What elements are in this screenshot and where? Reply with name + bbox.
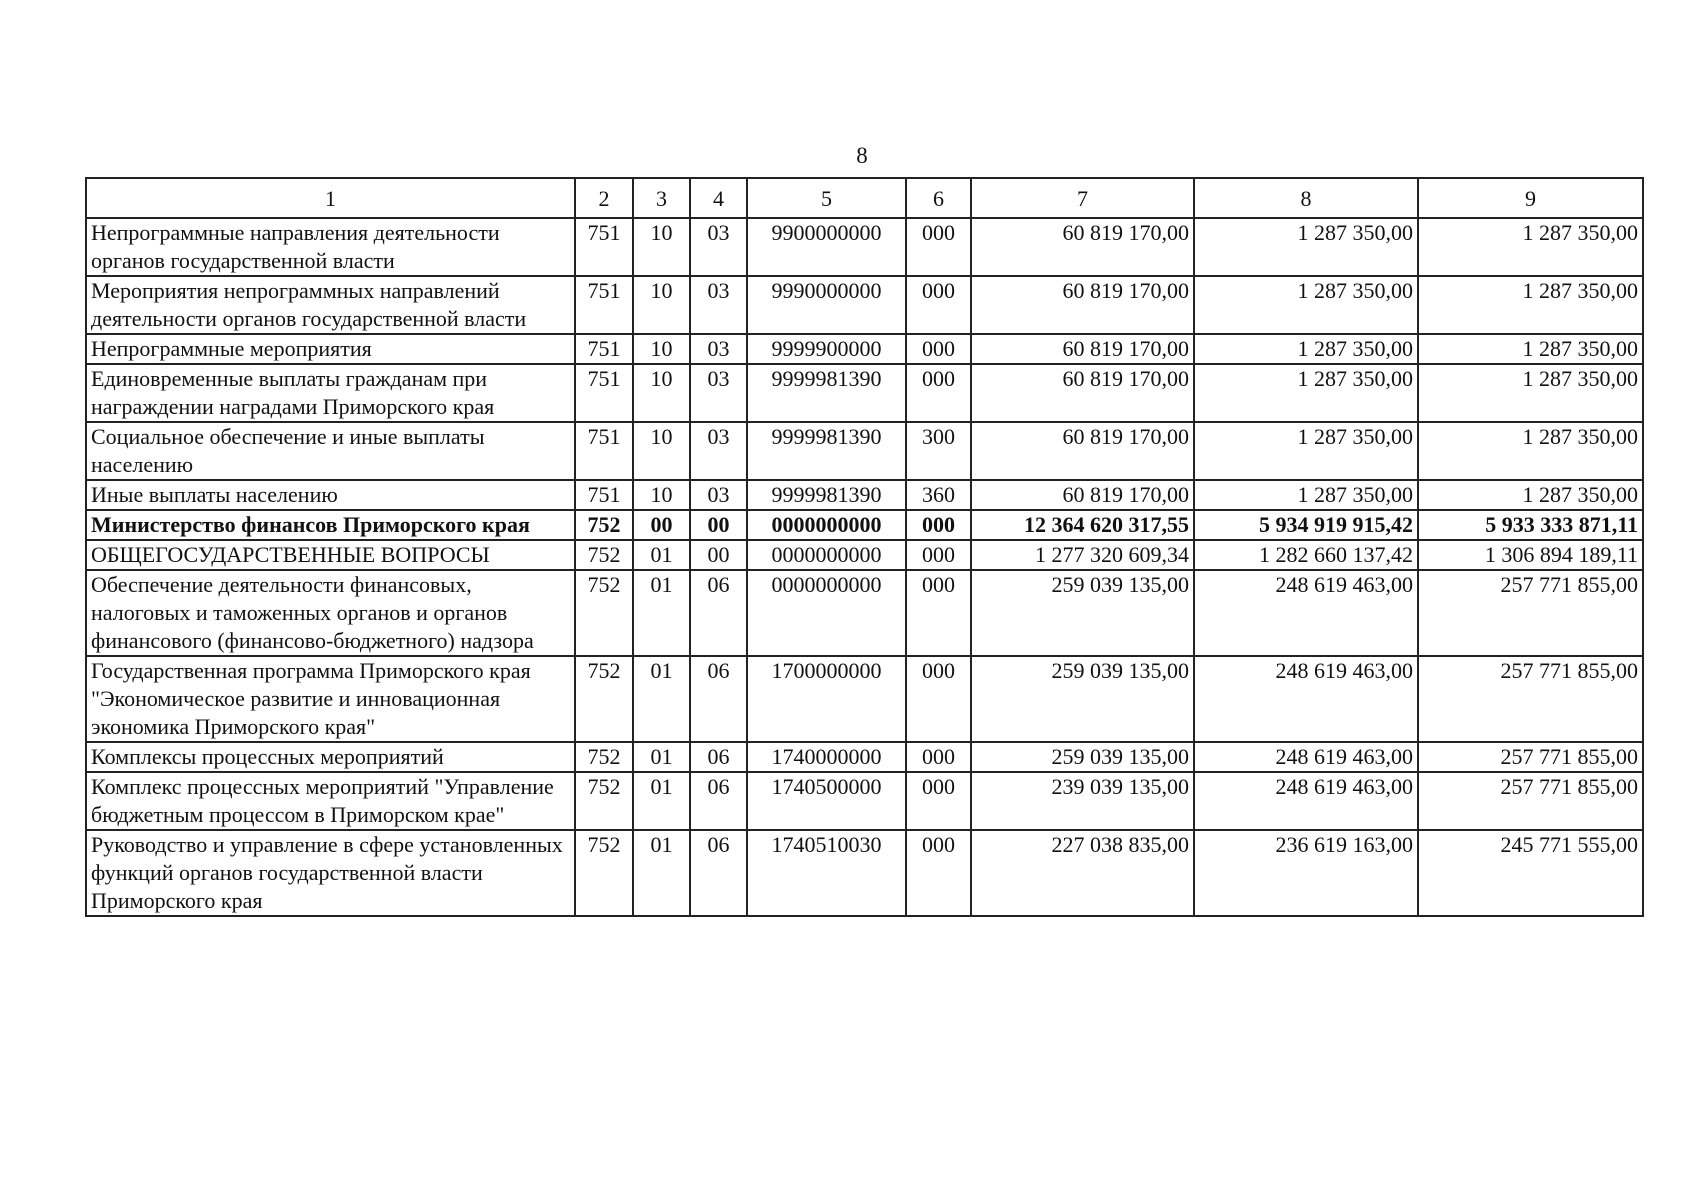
item-name-cell: Министерство финансов Приморского края — [86, 510, 575, 540]
amount-col8-cell: 1 282 660 137,42 — [1194, 540, 1418, 570]
amount-col8-cell: 248 619 463,00 — [1194, 742, 1418, 772]
amount-col9-cell: 1 306 894 189,11 — [1418, 540, 1643, 570]
amount-col9-cell: 1 287 350,00 — [1418, 334, 1643, 364]
item-name-cell: Государственная программа Приморского края "Экономическое развитие и инновационная экономика Приморского края" — [86, 656, 575, 742]
subsection-code-cell: 03 — [690, 334, 747, 364]
table-row — [86, 364, 1643, 422]
table-row — [86, 510, 1643, 540]
amount-col9-cell: 1 287 350,00 — [1418, 364, 1643, 422]
ministry-code-cell: 751 — [575, 422, 633, 480]
amount-col7-cell: 259 039 135,00 — [971, 656, 1194, 742]
amount-col9-cell: 257 771 855,00 — [1418, 570, 1643, 656]
section-code-cell: 01 — [633, 570, 690, 656]
amount-col7-cell: 259 039 135,00 — [971, 570, 1194, 656]
section-code-cell: 00 — [633, 510, 690, 540]
column-header-8: 8 — [1194, 178, 1418, 218]
table-row — [86, 480, 1643, 510]
section-code-cell: 10 — [633, 364, 690, 422]
table-row — [86, 334, 1643, 364]
ministry-code-cell: 752 — [575, 742, 633, 772]
item-name-cell: Мероприятия непрограммных направлений деятельности органов государственной власти — [86, 276, 575, 334]
amount-col8-cell: 248 619 463,00 — [1194, 570, 1418, 656]
expense-type-cell: 360 — [906, 480, 971, 510]
section-code-cell: 01 — [633, 830, 690, 916]
expense-type-cell: 000 — [906, 510, 971, 540]
expense-type-cell: 000 — [906, 772, 971, 830]
amount-col7-cell: 239 039 135,00 — [971, 772, 1194, 830]
amount-col8-cell: 1 287 350,00 — [1194, 422, 1418, 480]
amount-col7-cell: 12 364 620 317,55 — [971, 510, 1194, 540]
subsection-code-cell: 06 — [690, 742, 747, 772]
section-code-cell: 10 — [633, 480, 690, 510]
table-row — [86, 422, 1643, 480]
amount-col9-cell: 5 933 333 871,11 — [1418, 510, 1643, 540]
ministry-code-cell: 752 — [575, 570, 633, 656]
target-article-cell: 1740500000 — [747, 772, 906, 830]
amount-col7-cell: 60 819 170,00 — [971, 422, 1194, 480]
section-code-cell: 10 — [633, 218, 690, 276]
amount-col9-cell: 245 771 555,00 — [1418, 830, 1643, 916]
expense-type-cell: 000 — [906, 276, 971, 334]
amount-col7-cell: 60 819 170,00 — [971, 364, 1194, 422]
expense-type-cell: 000 — [906, 334, 971, 364]
amount-col7-cell: 60 819 170,00 — [971, 276, 1194, 334]
subsection-code-cell: 06 — [690, 570, 747, 656]
target-article-cell: 1740000000 — [747, 742, 906, 772]
ministry-code-cell: 751 — [575, 334, 633, 364]
column-header-6: 6 — [906, 178, 971, 218]
section-code-cell: 01 — [633, 656, 690, 742]
amount-col7-cell: 1 277 320 609,34 — [971, 540, 1194, 570]
subsection-code-cell: 06 — [690, 830, 747, 916]
table-row — [86, 218, 1643, 276]
subsection-code-cell: 06 — [690, 656, 747, 742]
amount-col7-cell: 60 819 170,00 — [971, 218, 1194, 276]
expense-type-cell: 000 — [906, 540, 971, 570]
amount-col9-cell: 1 287 350,00 — [1418, 480, 1643, 510]
subsection-code-cell: 03 — [690, 218, 747, 276]
column-header-9: 9 — [1418, 178, 1643, 218]
amount-col9-cell: 1 287 350,00 — [1418, 276, 1643, 334]
ministry-code-cell: 751 — [575, 218, 633, 276]
amount-col9-cell: 257 771 855,00 — [1418, 656, 1643, 742]
amount-col8-cell: 1 287 350,00 — [1194, 480, 1418, 510]
item-name-cell: Руководство и управление в сфере установленных функций органов государственной власти Приморского края — [86, 830, 575, 916]
section-code-cell: 10 — [633, 422, 690, 480]
ministry-code-cell: 752 — [575, 830, 633, 916]
expense-type-cell: 000 — [906, 742, 971, 772]
section-code-cell: 10 — [633, 276, 690, 334]
amount-col8-cell: 248 619 463,00 — [1194, 772, 1418, 830]
item-name-cell: Обеспечение деятельности финансовых, налоговых и таможенных органов и органов финансового (финансово-бюджетного) надзора — [86, 570, 575, 656]
table-row — [86, 540, 1643, 570]
amount-col8-cell: 1 287 350,00 — [1194, 276, 1418, 334]
column-header-3: 3 — [633, 178, 690, 218]
column-header-4: 4 — [690, 178, 747, 218]
ministry-code-cell: 751 — [575, 480, 633, 510]
target-article-cell: 9990000000 — [747, 276, 906, 334]
target-article-cell: 0000000000 — [747, 510, 906, 540]
amount-col8-cell: 1 287 350,00 — [1194, 364, 1418, 422]
target-article-cell: 1700000000 — [747, 656, 906, 742]
amount-col8-cell: 236 619 163,00 — [1194, 830, 1418, 916]
amount-col7-cell: 60 819 170,00 — [971, 334, 1194, 364]
item-name-cell: Иные выплаты населению — [86, 480, 575, 510]
expense-type-cell: 000 — [906, 364, 971, 422]
page-number: 8 — [856, 143, 868, 168]
subsection-code-cell: 00 — [690, 540, 747, 570]
table-row — [86, 742, 1643, 772]
budget-table — [85, 177, 1644, 917]
subsection-code-cell: 06 — [690, 772, 747, 830]
item-name-cell: Социальное обеспечение и иные выплаты населению — [86, 422, 575, 480]
table-row — [86, 276, 1643, 334]
ministry-code-cell: 752 — [575, 656, 633, 742]
amount-col7-cell: 227 038 835,00 — [971, 830, 1194, 916]
amount-col9-cell: 257 771 855,00 — [1418, 742, 1643, 772]
item-name-cell: Непрограммные мероприятия — [86, 334, 575, 364]
target-article-cell: 9900000000 — [747, 218, 906, 276]
amount-col9-cell: 1 287 350,00 — [1418, 218, 1643, 276]
subsection-code-cell: 03 — [690, 422, 747, 480]
expense-type-cell: 000 — [906, 830, 971, 916]
subsection-code-cell: 03 — [690, 480, 747, 510]
ministry-code-cell: 751 — [575, 276, 633, 334]
expense-type-cell: 000 — [906, 656, 971, 742]
table-header-row — [86, 178, 1643, 218]
subsection-code-cell: 03 — [690, 364, 747, 422]
item-name-cell: ОБЩЕГОСУДАРСТВЕННЫЕ ВОПРОСЫ — [86, 540, 575, 570]
expense-type-cell: 000 — [906, 570, 971, 656]
amount-col8-cell: 5 934 919 915,42 — [1194, 510, 1418, 540]
ministry-code-cell: 751 — [575, 364, 633, 422]
target-article-cell: 0000000000 — [747, 540, 906, 570]
amount-col9-cell: 1 287 350,00 — [1418, 422, 1643, 480]
column-header-1: 1 — [86, 178, 575, 218]
target-article-cell: 0000000000 — [747, 570, 906, 656]
target-article-cell: 1740510030 — [747, 830, 906, 916]
section-code-cell: 01 — [633, 772, 690, 830]
table-row — [86, 656, 1643, 742]
amount-col9-cell: 257 771 855,00 — [1418, 772, 1643, 830]
subsection-code-cell: 00 — [690, 510, 747, 540]
amount-col8-cell: 248 619 463,00 — [1194, 656, 1418, 742]
amount-col8-cell: 1 287 350,00 — [1194, 218, 1418, 276]
table-body — [86, 218, 1643, 916]
target-article-cell: 9999981390 — [747, 480, 906, 510]
section-code-cell: 10 — [633, 334, 690, 364]
subsection-code-cell: 03 — [690, 276, 747, 334]
item-name-cell: Непрограммные направления деятельности органов государственной власти — [86, 218, 575, 276]
item-name-cell: Комплекс процессных мероприятий "Управление бюджетным процессом в Приморском крае" — [86, 772, 575, 830]
section-code-cell: 01 — [633, 540, 690, 570]
ministry-code-cell: 752 — [575, 772, 633, 830]
target-article-cell: 9999981390 — [747, 422, 906, 480]
ministry-code-cell: 752 — [575, 540, 633, 570]
section-code-cell: 01 — [633, 742, 690, 772]
table-row — [86, 830, 1643, 916]
item-name-cell: Единовременные выплаты гражданам при награждении наградами Приморского края — [86, 364, 575, 422]
expense-type-cell: 300 — [906, 422, 971, 480]
table-row — [86, 772, 1643, 830]
target-article-cell: 9999981390 — [747, 364, 906, 422]
table-row — [86, 570, 1643, 656]
amount-col8-cell: 1 287 350,00 — [1194, 334, 1418, 364]
amount-col7-cell: 259 039 135,00 — [971, 742, 1194, 772]
target-article-cell: 9999900000 — [747, 334, 906, 364]
item-name-cell: Комплексы процессных мероприятий — [86, 742, 575, 772]
column-header-2: 2 — [575, 178, 633, 218]
ministry-code-cell: 752 — [575, 510, 633, 540]
column-header-5: 5 — [747, 178, 906, 218]
expense-type-cell: 000 — [906, 218, 971, 276]
amount-col7-cell: 60 819 170,00 — [971, 480, 1194, 510]
column-header-7: 7 — [971, 178, 1194, 218]
